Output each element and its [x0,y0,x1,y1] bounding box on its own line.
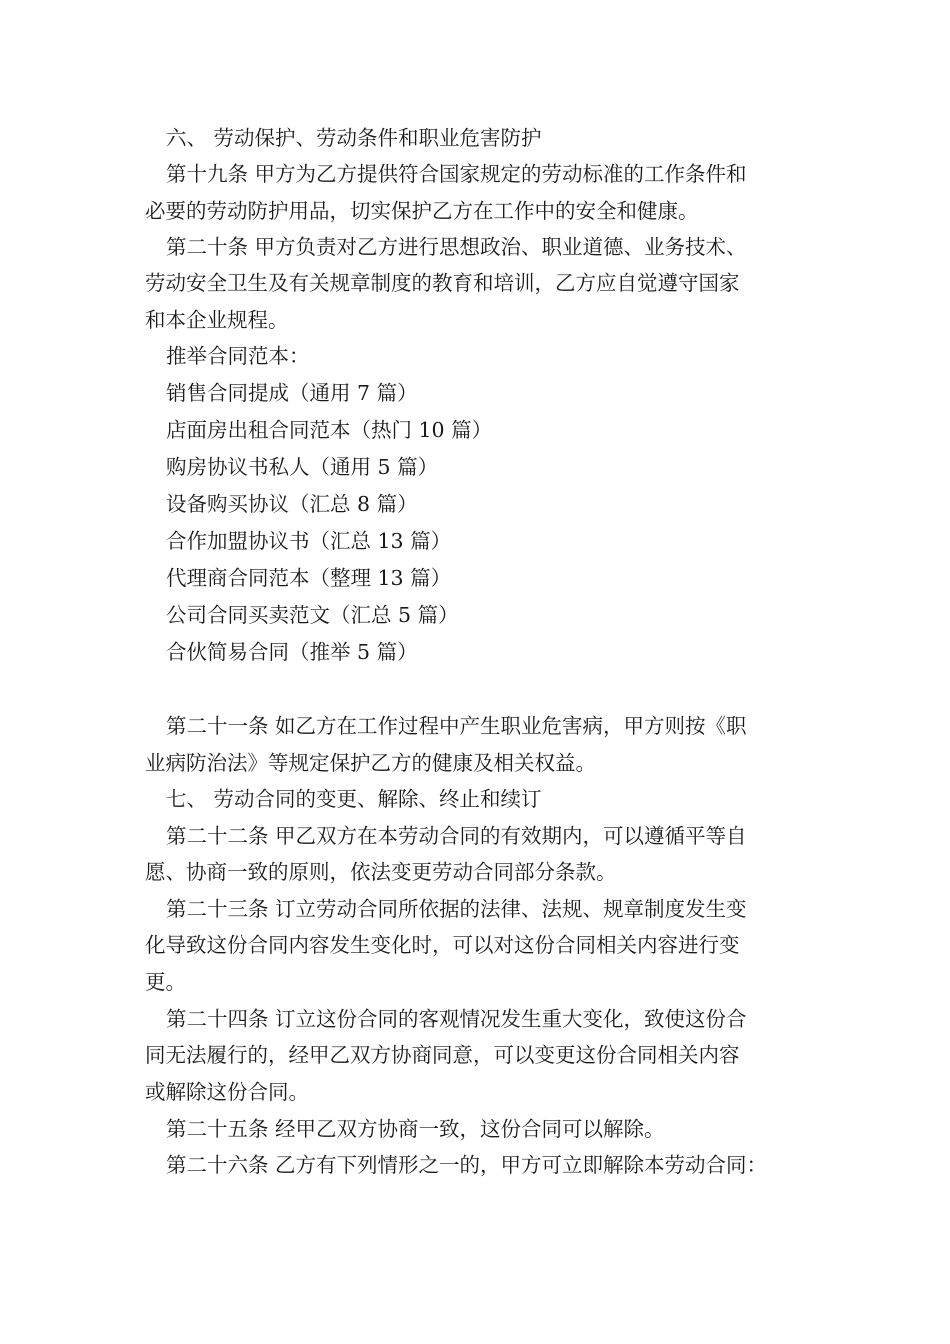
article-24-line-1: 第二十四条 订立这份合同的客观情况发生重大变化，致使这份合 [166,1007,747,1031]
recommended-templates-heading: 推举合同范本： [166,344,310,368]
recommended-link[interactable]: 购房协议书私人（通用 5 篇） [166,455,439,479]
section-heading-6: 六、 劳动保护、劳动条件和职业危害防护 [166,126,542,150]
article-20-line-1: 第二十条 甲方负责对乙方进行思想政治、职业道德、业务技术、 [166,235,747,259]
article-23-line-2: 化导致这份合同内容发生变化时，可以对这份合同相关内容进行变 [145,933,740,957]
recommended-link[interactable]: 公司合同买卖范文（汇总 5 篇） [166,603,459,627]
article-25-line-1: 第二十五条 经甲乙双方协商一致，这份合同可以解除。 [166,1117,665,1141]
recommended-link[interactable]: 合作加盟协议书（汇总 13 篇） [166,529,452,553]
article-24-line-2: 同无法履行的，经甲乙双方协商同意，可以变更这份合同相关内容 [145,1043,740,1067]
article-20-line-2: 劳动安全卫生及有关规章制度的教育和培训，乙方应自觉遵守国家 [145,271,740,295]
article-21-line-2: 业病防治法》等规定保护乙方的健康及相关权益。 [145,751,596,775]
article-19-line-2: 必要的劳动防护用品，切实保护乙方在工作中的安全和健康。 [145,199,699,223]
recommended-link[interactable]: 合伙简易合同（推举 5 篇） [166,640,418,664]
article-26-line-1: 第二十六条 乙方有下列情形之一的，甲方可立即解除本劳动合同： [166,1153,768,1177]
article-20-line-3: 和本企业规程。 [145,308,289,332]
recommended-link[interactable]: 销售合同提成（通用 7 篇） [166,381,418,405]
recommended-link[interactable]: 店面房出租合同范本（热门 10 篇） [166,418,493,442]
article-24-line-3: 或解除这份合同。 [145,1080,309,1104]
article-22-line-1: 第二十二条 甲乙双方在本劳动合同的有效期内，可以遵循平等自 [166,824,747,848]
article-19-line-1: 第十九条 甲方为乙方提供符合国家规定的劳动标准的工作条件和 [166,162,747,186]
section-heading-7: 七、 劳动合同的变更、解除、终止和续订 [166,787,542,811]
article-22-line-2: 愿、协商一致的原则，依法变更劳动合同部分条款。 [145,860,617,884]
article-23-line-1: 第二十三条 订立劳动合同所依据的法律、法规、规章制度发生变 [166,897,747,921]
recommended-link[interactable]: 设备购买协议（汇总 8 篇） [166,492,418,516]
article-21-line-1: 第二十一条 如乙方在工作过程中产生职业危害病，甲方则按《职 [166,714,747,738]
article-23-line-3: 更。 [145,970,186,994]
recommended-link[interactable]: 代理商合同范本（整理 13 篇） [166,566,452,590]
